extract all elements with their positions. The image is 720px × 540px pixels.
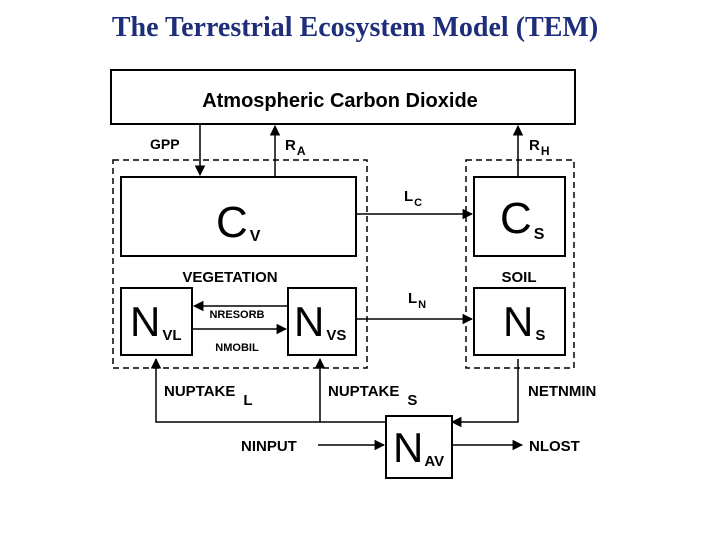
rh-label: $R_H$ (529, 137, 550, 158)
nvs-label: NVS (294, 298, 347, 345)
soil-label: SOIL (501, 269, 537, 286)
gpp-label: GPP (150, 136, 180, 152)
ninput-label: NINPUT (241, 438, 297, 455)
nresorb-label: NRESORB (209, 309, 265, 321)
vegetation-label: VEGETATION (182, 269, 278, 286)
lc-label: $L_C$ (404, 188, 423, 209)
ns-label: N S (503, 298, 546, 345)
nmobil-label: NMOBIL (215, 342, 259, 354)
netnmin-label: NETNMIN (528, 383, 597, 400)
nuptake-s-label: NUPTAKES (328, 383, 418, 409)
page-title: The Terrestrial Ecosystem Model (TEM) (111, 12, 599, 43)
nuptake-l-label: NUPTAKEL (164, 383, 253, 409)
nvl-label: NVL (130, 298, 182, 345)
nav-label: NAV (393, 424, 445, 471)
ln-label: $L_N$ (408, 290, 427, 311)
atmosphere-label: Atmospheric Carbon Dioxide (202, 90, 478, 112)
cs-label: C S (500, 194, 545, 243)
cv-label: C V (216, 198, 261, 247)
ra-label: $R_A$ (285, 137, 306, 158)
nlost-label: NLOST (529, 438, 580, 455)
